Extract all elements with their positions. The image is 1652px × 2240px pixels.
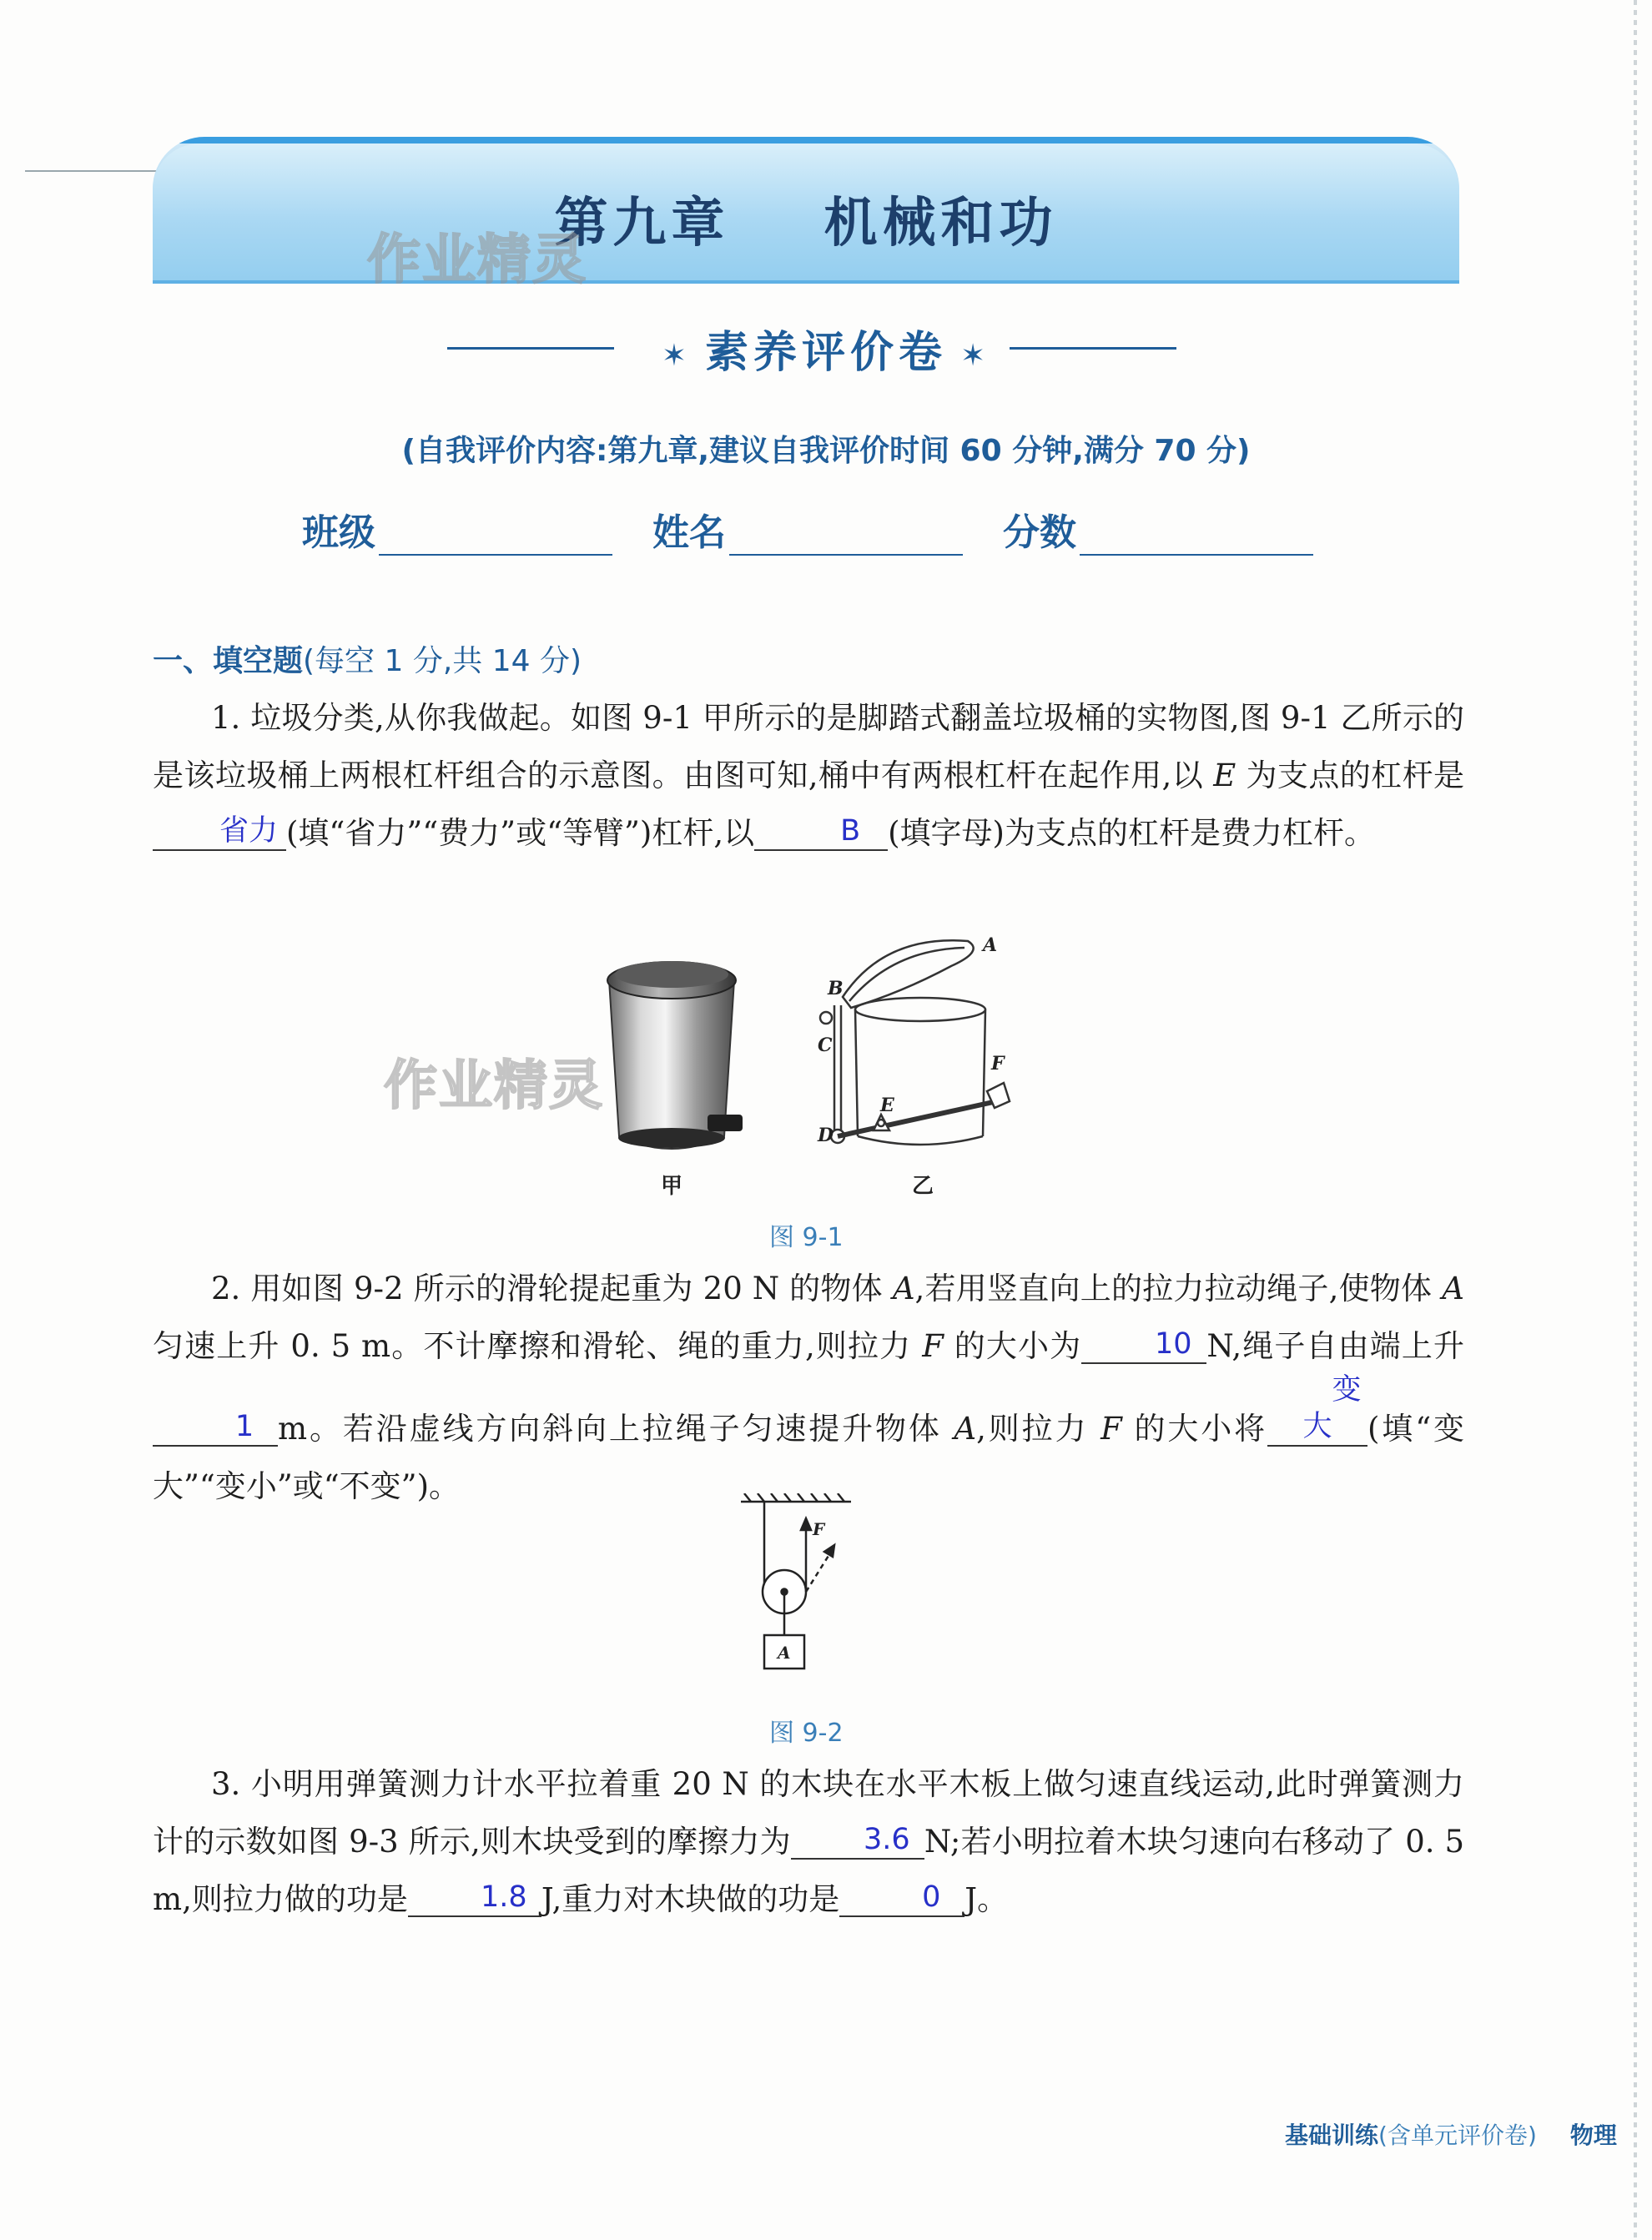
q2-text-4: 的大小为 [943,1328,1082,1364]
figure-9-1 [584,918,1051,1201]
q2-text-2: ,若用竖直向上的拉力拉动绳子,使物体 [914,1271,1443,1306]
q2-answer-3[interactable]: 变大 [1267,1372,1367,1447]
watermark-top: 作业精灵 [367,229,587,291]
q1-var-e: E [1213,758,1236,793]
student-info-row [302,502,1387,561]
q2-text-6: m。若沿虚线方向斜向上拉绳子匀速提升物体 [278,1411,954,1447]
q3-text-1: 3. 小明用弹簧测力计水平拉着重 20 N 的木块在水平木板上做匀速直线运动,此时弹簧测力计的示数如图 9-3 所示,则木块受到的摩擦力为 [153,1766,1464,1860]
q1-answer-2[interactable]: B [754,813,888,851]
score-field [1003,502,1313,556]
q2-answer-2[interactable]: 1 [153,1408,278,1447]
fig1-point-b: B [828,978,844,999]
fig1-label-yi: 乙 [912,1174,934,1199]
star-icon: ✶ [661,338,692,373]
footer-paren: (含单元评价卷) [1378,2122,1537,2149]
q3-answer-1[interactable]: 3.6 [791,1821,924,1860]
q3-answer-3[interactable]: 0 [839,1879,965,1917]
q2-var-f: F [1100,1411,1122,1447]
fig1-label-jia: 甲 [661,1174,683,1199]
footer-text: 基础训练 [1285,2122,1379,2149]
trash-can-photo [607,961,743,1149]
trash-can-schematic [820,940,1010,1145]
page-footer [1285,2117,1617,2151]
star-icon: ✶ [960,338,991,373]
q2-text-8: 的大小将 [1121,1411,1267,1447]
class-blank[interactable] [379,512,612,556]
pulley-diagram [741,1493,851,1669]
footer-subject: 物理 [1569,2122,1617,2149]
q2-text-5: N,绳子自由端上升 [1206,1328,1465,1364]
fig2-block-label: A [778,1643,791,1663]
q2-var-a: A [1442,1271,1464,1306]
question-3 [153,1755,1464,1928]
question-1 [153,689,1464,862]
top-rule [25,170,159,172]
name-label: 姓名 [652,511,726,554]
chapter-title: 第九章 机械和功 [554,193,1058,254]
q2-var-a: A [954,1411,977,1447]
q1-text-3: (填“省力”“费力”或“等臂”)杠杆,以 [286,815,755,851]
q1-text-2: 为支点的杠杆是 [1236,758,1464,793]
q3-text-4: J。 [965,1881,1009,1917]
subtitle-text: 素养评价卷 [704,328,947,378]
q3-text-3: J,重力对木块做的功是 [541,1881,840,1917]
evaluation-note: (自我评价内容:第九章,建议自我评价时间 60 分钟,满分 70 分) [401,434,1251,468]
fig2-force-label: F [813,1519,825,1539]
q3-text-2: N;若小明拉着木块匀速向右移动了 0. 5 m,则拉力做的功是 [153,1824,1464,1917]
score-label: 分数 [1003,511,1076,554]
q2-var-a: A [892,1271,915,1306]
subtitle [0,317,1652,380]
q2-text-9: (填“变大”“变小”或“不变”)。 [153,1411,1464,1504]
q2-text-1: 2. 用如图 9-2 所示的滑轮提起重为 20 N 的物体 [211,1271,893,1306]
q2-text-3: 匀速上升 0. 5 m。不计摩擦和滑轮、绳的重力,则拉力 [153,1328,923,1364]
fig1-point-a: A [983,934,998,956]
section-heading [153,637,582,680]
q1-answer-1[interactable]: 省力 [153,813,286,851]
subtitle-row [0,317,1652,384]
class-label: 班级 [302,511,375,554]
class-field [302,502,612,556]
q1-text-1: 1. 垃圾分类,从你我做起。如图 9-1 甲所示的是脚踏式翻盖垃圾桶的实物图,图 9-1 乙所示的是该垃圾桶上两根杠杆组合的示意图。由图可知,桶中有两根杠杆在起作用,以 [153,700,1464,793]
score-blank[interactable] [1080,512,1313,556]
fig1-point-f: F [991,1053,1005,1075]
fig1-point-c: C [818,1034,833,1056]
figure-9-2 [734,1493,868,1685]
watermark-mid: 作业精灵 [384,1055,604,1117]
question-2 [153,1260,1464,1515]
q3-answer-2[interactable]: 1.8 [408,1879,541,1917]
q2-text-7: ,则拉力 [976,1411,1101,1447]
name-blank[interactable] [729,512,963,556]
fig1-point-e: E [880,1095,894,1116]
fig1-point-d: D [818,1125,834,1146]
section-title: 一、填空题 [153,644,304,678]
fig1-caption: 图 9-1 [769,1223,844,1252]
q2-var-f: F [922,1328,944,1364]
fig2-caption: 图 9-2 [769,1719,844,1748]
q2-answer-1[interactable]: 10 [1081,1326,1206,1364]
section-note: (每空 1 分,共 14 分) [303,644,582,678]
chapter-banner [153,137,1459,284]
name-field [652,502,963,556]
q1-text-4: (填字母)为支点的杠杆是费力杠杆。 [888,815,1375,851]
